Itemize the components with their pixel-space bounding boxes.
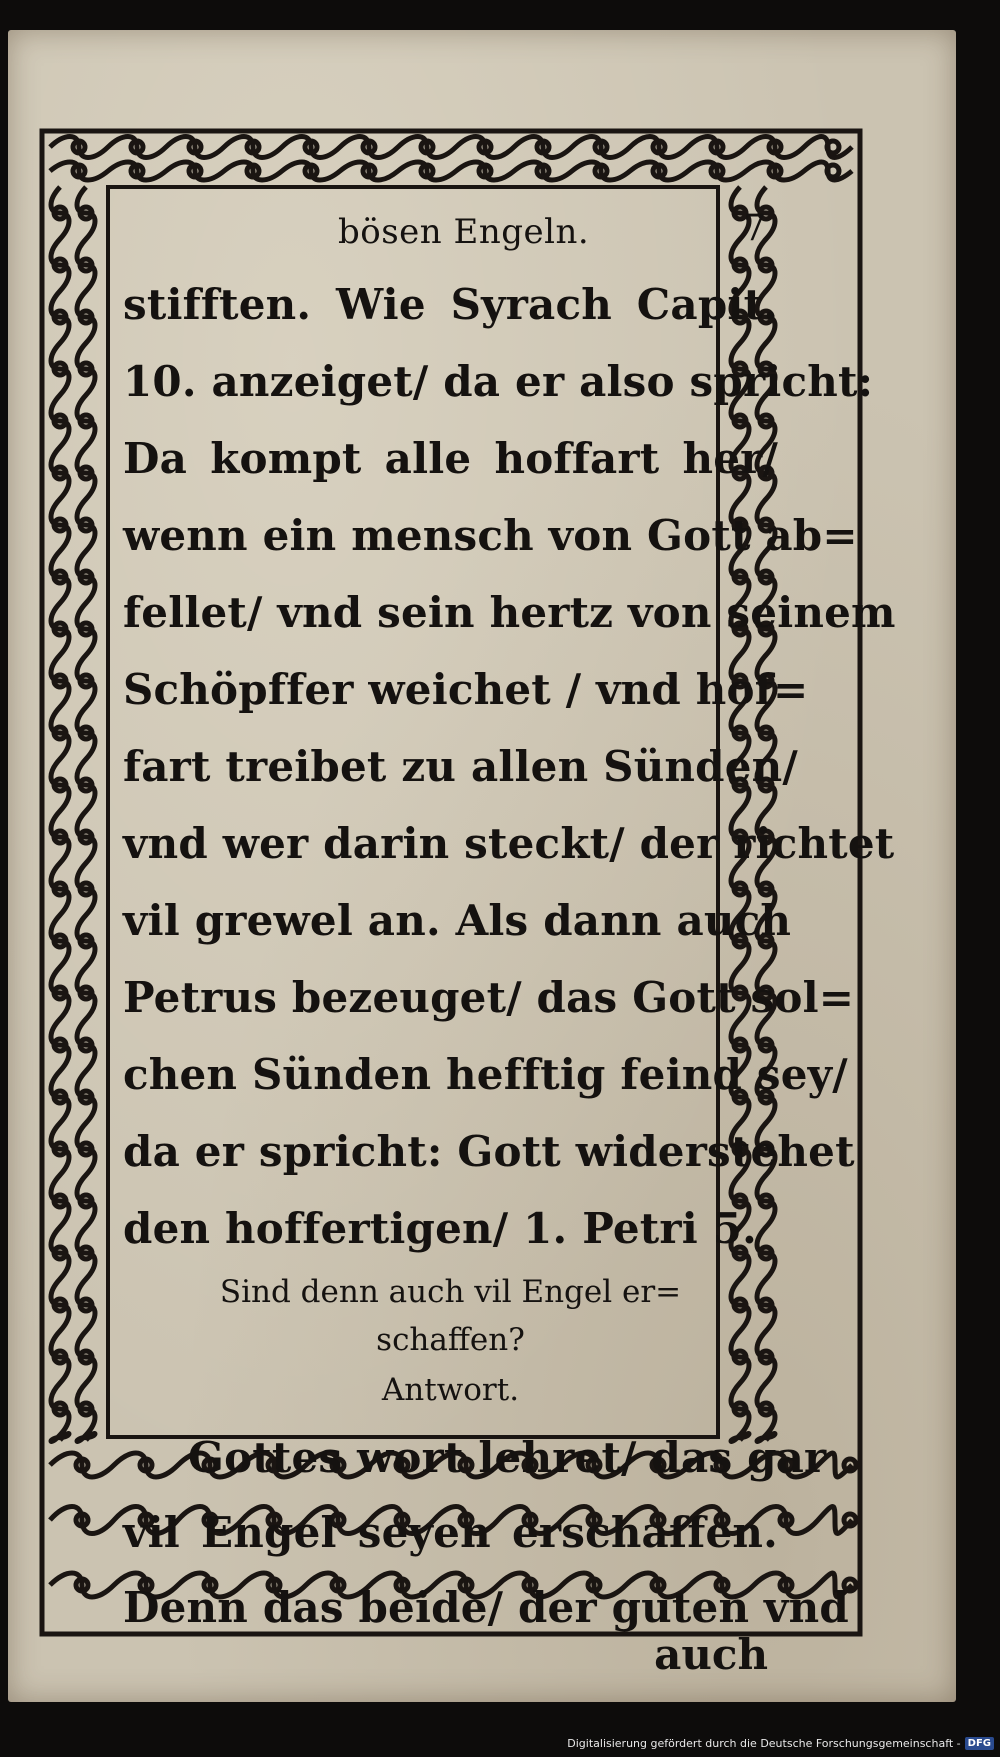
question-line: schaffen?	[376, 1322, 525, 1358]
text-line: Gottes wort lehret/ das gar	[188, 1433, 827, 1482]
text-line: 10. anzeiget/ da er also spricht:	[123, 357, 874, 406]
text-line: Petrus bezeuget/ das Gott sol=	[123, 973, 855, 1022]
answer-text	[123, 1420, 849, 1645]
answer-label: Antwort.	[381, 1372, 520, 1408]
question-heading	[123, 1268, 778, 1364]
page-header	[123, 208, 778, 258]
text-line: vil grewel an. Als dann auch	[123, 896, 792, 945]
text-line: da er spricht: Gott widerstehet	[123, 1127, 855, 1176]
dfg-logo: DFG	[965, 1737, 994, 1750]
text-line: fart treibet zu allen Sünden/	[123, 742, 798, 791]
text-line: wenn ein mensch von Gott ab=	[123, 511, 858, 560]
text-line: Schöpffer weichet / vnd hof=	[123, 665, 809, 714]
page-number: 7	[743, 208, 766, 249]
question-line: Sind denn auch vil Engel er=	[219, 1274, 682, 1310]
text-line: den hoffertigen/ 1. Petri 5.	[123, 1204, 757, 1253]
text-line: Da kompt alle hoffart her/	[123, 434, 778, 483]
running-head: bösen Engeln.	[338, 212, 590, 252]
text-line: fellet/ vnd sein hertz von seinem	[123, 588, 896, 637]
catchword: auch	[654, 1630, 768, 1679]
text-line: stifften. Wie Syrach Capit.	[123, 280, 778, 329]
digitization-credit	[567, 1731, 994, 1755]
body-text	[123, 266, 896, 1267]
credit-text: Digitalisierung gefördert durch die Deutsche Forschungsgemeinschaft -	[567, 1736, 961, 1750]
text-line: chen Sünden hefftig feind sey/	[123, 1050, 848, 1099]
text-line: vnd wer darin steckt/ der richtet	[123, 819, 895, 868]
book-page	[8, 30, 956, 1702]
text-line: Denn das beide/ der guten vnd	[123, 1583, 849, 1632]
page-text-block	[123, 208, 896, 1679]
text-line: vil Engel seyen erschaffen.	[123, 1508, 778, 1557]
